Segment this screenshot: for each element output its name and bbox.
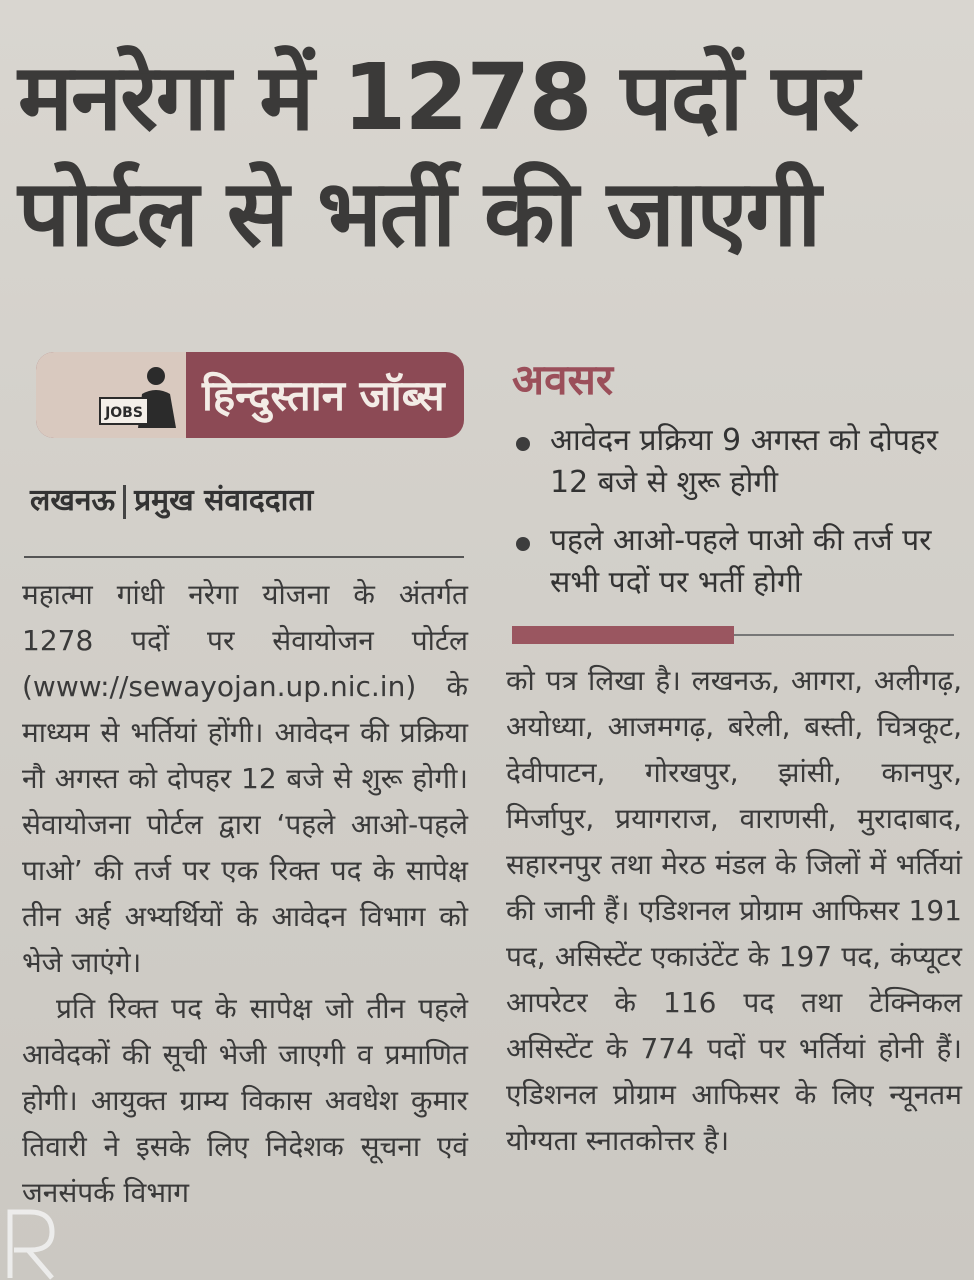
highlight-item [510,520,950,604]
article-paragraph: को पत्र लिखा है। लखनऊ, आगरा, अलीगढ़, अयोध्या, आजमगढ़, बरेली, बस्ती, चित्रकूट, देवीपाटन, गोरखपुर, झांसी, कानपुर, मिर्जापुर, प्रयागराज, वाराणसी, मुरादाबाद, सहारनपुर तथा मेरठ मंडल के जिलों में भर्तियां की जानी हैं। एडिशनल प्रोग्राम आफिसर 191 पद, असिस्टेंट एकाउंटेंट के 197 पद, कंप्यूटर आपरेटर के 116 पद तथा टेक्निकल असिस्टेंट के 774 पदों पर भर्तियां होनी हैं। एडिशनल प्रोग्राम आफिसर के लिए न्यूनतम योग्यता स्नातकोत्तर है। [506,664,962,1157]
r-watermark-icon [0,1206,60,1280]
brand-banner [36,352,464,438]
byline-city: लखनऊ [30,483,116,518]
byline [30,478,313,519]
article-paragraph: महात्मा गांधी नरेगा योजना के अंतर्गत 1278 पदों पर सेवायोजन पोर्टल (www://sewayojan.up.nic.in) के माध्यम से भर्तियां होंगी। आवेदन की प्रक्रिया नौ अगस्त को दोपहर 12 बजे से शुरू होगी। सेवायोजना पोर्टल द्वारा ‘पहले आओ-पहले पाओ’ की तर्ज पर एक रिक्त पद के सापेक्ष तीन अर्ह अभ्यर्थियों के आवेदन विभाग को भेजे जाएंगे। [22,578,468,979]
sidebar-label: अवसर [512,355,614,404]
brand-name: हिन्दुस्तान जॉब्स [202,371,445,420]
article-column-right [506,658,962,1164]
jobs-icon-label: JOBS [105,405,143,421]
section-divider-thick [512,626,734,644]
bullet-icon [516,437,530,451]
byline-author: प्रमुख संवाददाता [134,483,314,518]
article-paragraph: प्रति रिक्त पद के सापेक्ष जो तीन पहले आवेदकों की सूची भेजी जाएगी व प्रमाणित होगी। आयुक्त ग्राम्य विकास अवधेश कुमार तिवारी ने इसके लिए निदेशक सूचना एवं जनसंपर्क विभाग [22,992,468,1209]
bullet-icon [516,537,530,551]
highlight-item [510,420,950,504]
headline-line-1: मनरेगा में 1278 पदों पर [18,44,858,151]
highlight-text: आवेदन प्रक्रिया 9 अगस्त को दोपहर 12 बजे से शुरू होगी [550,423,939,500]
jobs-person-icon [98,364,186,430]
byline-separator [123,485,126,519]
headline-line-2: पोर्टल से भर्ती की जाएगी [18,160,820,267]
section-divider-thin [734,634,954,636]
highlight-list [510,420,950,620]
article-column-left [22,572,468,1216]
highlight-text: पहले आओ-पहले पाओ की तर्ज पर सभी पदों पर भर्ती होगी [550,523,932,600]
byline-rule [24,556,464,558]
